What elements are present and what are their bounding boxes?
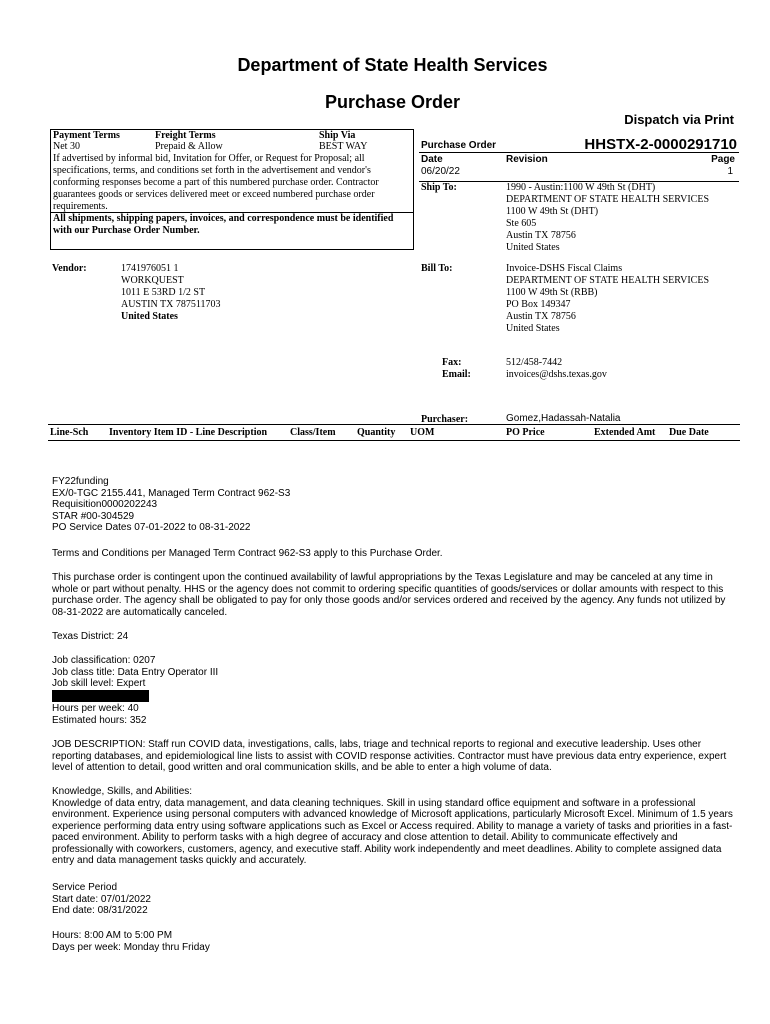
funding-line: Requisition0000202243 xyxy=(52,499,158,510)
fax-value: 512/458-7442 xyxy=(506,357,563,368)
document-subtitle: Purchase Order xyxy=(324,92,461,112)
purchase-order-box xyxy=(419,136,739,183)
fax-label: Fax: xyxy=(442,357,462,368)
ship-via-value: BEST WAY xyxy=(319,141,368,152)
payment-terms-label: Payment Terms xyxy=(53,130,120,141)
service-line: Start date: 07/01/2022 xyxy=(52,893,151,905)
vendor-line: AUSTIN TX 787511703 xyxy=(121,299,221,310)
ship-to-line: Austin TX 78756 xyxy=(506,230,576,241)
po-number: HHSTX-2-0000291710 xyxy=(584,136,737,153)
ship-to-line: United States xyxy=(506,242,560,253)
service-line: Service Period xyxy=(52,882,118,893)
col-quantity: Quantity xyxy=(357,427,396,438)
po-date-label: Date xyxy=(421,154,443,165)
job-line: Job classification: 0207 xyxy=(52,655,156,666)
service-line: End date: 08/31/2022 xyxy=(52,905,148,916)
vendor-line: 1011 E 53RD 1/2 ST xyxy=(121,287,206,298)
ksa-block xyxy=(52,786,740,867)
ship-to-line: 1990 - Austin:1100 W 49th St (DHT) xyxy=(506,182,656,193)
bill-to-line: Austin TX 78756 xyxy=(506,311,576,322)
job-description: JOB DESCRIPTION: Staff run COVID data, investigations, calls, labs, triage and technical reports to regional and executive leadership. Uses other reporting databases, and epidemiological line lists to assist with COVID response activities. Contractor must have previous data entry experience, expert level of attention to detail, good written and oral communication skills, and be able to enter a high volume of data. xyxy=(52,739,727,773)
email-value: invoices@dshs.texas.gov xyxy=(506,369,607,380)
bill-to-line: Invoice-DSHS Fiscal Claims xyxy=(506,263,623,274)
col-line-sch: Line-Sch xyxy=(50,427,89,438)
redaction-bar xyxy=(52,690,149,702)
po-label: Purchase Order xyxy=(421,140,497,151)
bill-to-label: Bill To: xyxy=(421,263,453,274)
col-po-price: PO Price xyxy=(506,427,545,438)
ship-to-label: Ship To: xyxy=(421,182,457,193)
po-revision-label: Revision xyxy=(506,154,548,165)
ship-to-line: Ste 605 xyxy=(506,218,537,229)
funding-line: PO Service Dates 07-01-2022 to 08-31-2022 xyxy=(52,522,251,533)
schedule-line: Hours: 8:00 AM to 5:00 PM xyxy=(52,930,173,941)
vendor-line: 1741976051 1 xyxy=(121,263,179,274)
ship-to-line: DEPARTMENT OF STATE HEALTH SERVICES xyxy=(506,194,710,205)
payment-terms-value: Net 30 xyxy=(53,141,80,152)
col-class-item: Class/Item xyxy=(290,427,336,438)
dispatch-method: Dispatch via Print xyxy=(624,112,734,127)
freight-terms-label: Freight Terms xyxy=(155,130,216,141)
po-page-value: 1 xyxy=(727,166,733,177)
ship-via-label: Ship Via xyxy=(319,130,356,141)
hours-block xyxy=(52,703,740,726)
po-page-label: Page xyxy=(711,154,735,165)
terms-text: If advertised by informal bid, Invitation for Offer, or Request for Proposal; all specifications, terms, and conditions set forth in the advertisement and vendor's conforming responses become a part of this numbered purchase order. Contractor guarantees goods or services delivered meet or exceed numbered purchase order requirements. xyxy=(53,153,379,212)
funding-line: FY22funding xyxy=(52,476,109,487)
line-item-header xyxy=(48,424,740,441)
bill-to-line: PO Box 149347 xyxy=(506,299,571,310)
col-extended-amt: Extended Amt xyxy=(594,427,656,438)
terms-apply-text: Terms and Conditions per Managed Term Contract 962-S3 apply to this Purchase Order. xyxy=(52,548,443,559)
freight-terms-value: Prepaid & Allow xyxy=(155,141,223,152)
email-label: Email: xyxy=(442,369,471,380)
col-due-date: Due Date xyxy=(669,427,709,438)
col-uom: UOM xyxy=(410,427,435,438)
texas-district: Texas District: 24 xyxy=(52,631,129,642)
hours-line: Estimated hours: 352 xyxy=(52,714,147,726)
contingency-paragraph: This purchase order is contingent upon the continued availability of lawful appropriations by the Texas Legislature and may be canceled at any time in whole or part without penalty. HHS or the agency does not commit to ordering specific quantities of goods/services or dollar amounts with respect to this purchase order. The agency shall be obligated to pay for only those goods and/or services ordered and received by the agency. Any funds not utilized by 08-31-2022 are automatically canceled. xyxy=(52,572,726,618)
vendor-line: WORKQUEST xyxy=(121,275,184,286)
document-title: Department of State Health Services xyxy=(237,55,548,75)
ksa-title: Knowledge, Skills, and Abilities: xyxy=(52,786,193,797)
bill-to-line: United States xyxy=(506,323,560,334)
vendor-country: United States xyxy=(121,311,178,322)
service-period-block xyxy=(52,882,740,917)
terms-box xyxy=(50,129,414,213)
hours-line: Hours per week: 40 xyxy=(52,703,139,714)
ship-to-line: 1100 W 49th St (DHT) xyxy=(506,206,599,217)
bill-to-address xyxy=(506,263,709,335)
schedule-block xyxy=(52,930,740,953)
ksa-text: Knowledge of data entry, data management, and data cleaning techniques. Skill in using standard office equipment and software in a professional environment. Experience using personal computers with advanced knowledge of Microsoft applications, particularly Microsoft Excel. Minimum of 1.5 years experience performing data entry using software applications such as Excel or Access required. Ability to manage a variety of tasks and priorities in a fast-paced environment. Ability to perform tasks with a high degree of accuracy and close attention to detail. Ability to communicate effectively and professionally with coworkers, customers, agency, and executive staff. Ability work independently and meet deadlines. Ability to complete assigned data entry and data management tasks quickly and accurately. xyxy=(52,797,733,866)
ship-to-address xyxy=(506,182,709,254)
funding-line: EX/0-TGC 2155.441, Managed Term Contract 962-S3 xyxy=(52,487,291,499)
vendor-label: Vendor: xyxy=(52,263,87,274)
shipments-notice-box xyxy=(50,212,414,250)
funding-line: STAR #00-304529 xyxy=(52,510,135,522)
funding-block xyxy=(52,476,740,534)
col-item-description: Inventory Item ID - Line Description xyxy=(109,427,268,438)
purchaser-value: Gomez,Hadassah-Natalia xyxy=(506,413,621,424)
po-date-value: 06/20/22 xyxy=(421,166,460,177)
purchaser-label: Purchaser: xyxy=(421,414,469,425)
vendor-address xyxy=(121,263,220,323)
job-line: Job skill level: Expert xyxy=(52,678,146,689)
job-block xyxy=(52,655,740,690)
job-line: Job class title: Data Entry Operator III xyxy=(52,666,219,678)
schedule-line: Days per week: Monday thru Friday xyxy=(52,941,210,953)
shipments-notice: All shipments, shipping papers, invoices, and correspondence must be identified with our Purchase Order Number. xyxy=(53,213,394,236)
bill-to-line: DEPARTMENT OF STATE HEALTH SERVICES xyxy=(506,275,710,286)
bill-to-line: 1100 W 49th St (RBB) xyxy=(506,287,598,298)
